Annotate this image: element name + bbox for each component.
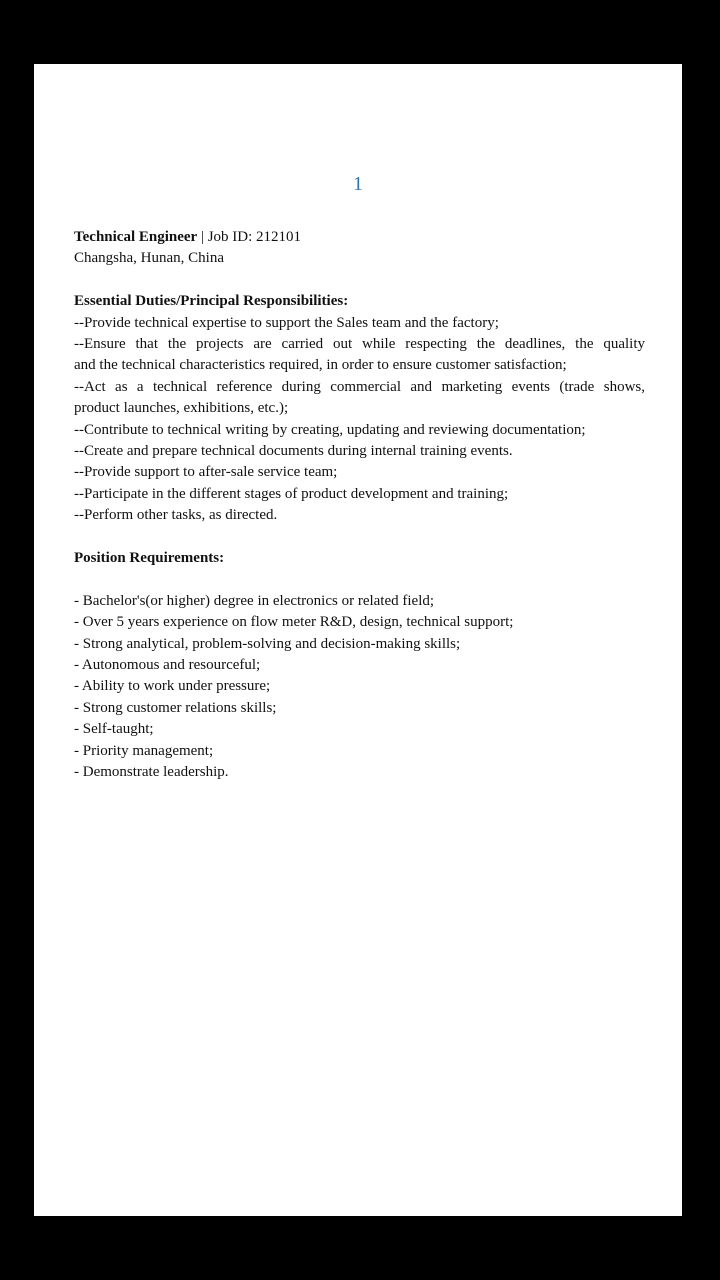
duty-line: --Participate in the different stages of product development and training; [74, 485, 509, 502]
requirement-line: - Demonstrate leadership. [74, 764, 229, 781]
spacer [74, 527, 645, 548]
duty-line: --Act as a technical reference during commercial and marketing events (trade shows, [74, 378, 645, 395]
duty-line: --Perform other tasks, as directed. [74, 507, 278, 524]
requirement-line: - Ability to work under pressure; [74, 678, 271, 695]
duty-line: --Ensure that the projects are carried out while respecting the deadlines, the quality [74, 336, 645, 353]
requirement-line: - Priority management; [74, 742, 214, 759]
duty-line: product launches, exhibitions, etc.); [74, 400, 289, 417]
job-id: | Job ID: 212101 [197, 229, 302, 245]
spacer [74, 270, 645, 291]
requirement-line: - Bachelor's(or higher) degree in electronics or related field; [74, 592, 435, 609]
job-title: Technical Engineer [74, 229, 198, 245]
duty-line: --Provide technical expertise to support the Sales team and the factory; [74, 314, 499, 331]
spacer [74, 569, 645, 590]
page-number: 1 [353, 173, 363, 195]
duties-heading: Essential Duties/Principal Responsibilities: [74, 293, 349, 310]
duty-line: --Create and prepare technical documents during internal training events. [74, 443, 513, 460]
requirement-line: - Autonomous and resourceful; [74, 657, 261, 674]
duty-line: --Contribute to technical writing by creating, updating and reviewing documentation; [74, 421, 586, 438]
requirement-line: - Strong analytical, problem-solving and decision-making skills; [74, 635, 461, 652]
requirements-heading: Position Requirements: [74, 550, 225, 567]
requirement-line: - Self-taught; [74, 721, 154, 738]
document-body [74, 227, 645, 784]
job-location: Changsha, Hunan, China [74, 250, 224, 267]
document-page [34, 64, 682, 1216]
duty-line: --Provide support to after-sale service team; [74, 464, 338, 481]
duty-line: and the technical characteristics required, in order to ensure customer satisfaction; [74, 357, 567, 374]
job-title-line [74, 227, 645, 248]
requirement-line: - Strong customer relations skills; [74, 699, 277, 716]
requirement-line: - Over 5 years experience on flow meter R&D, design, technical support; [74, 614, 514, 631]
